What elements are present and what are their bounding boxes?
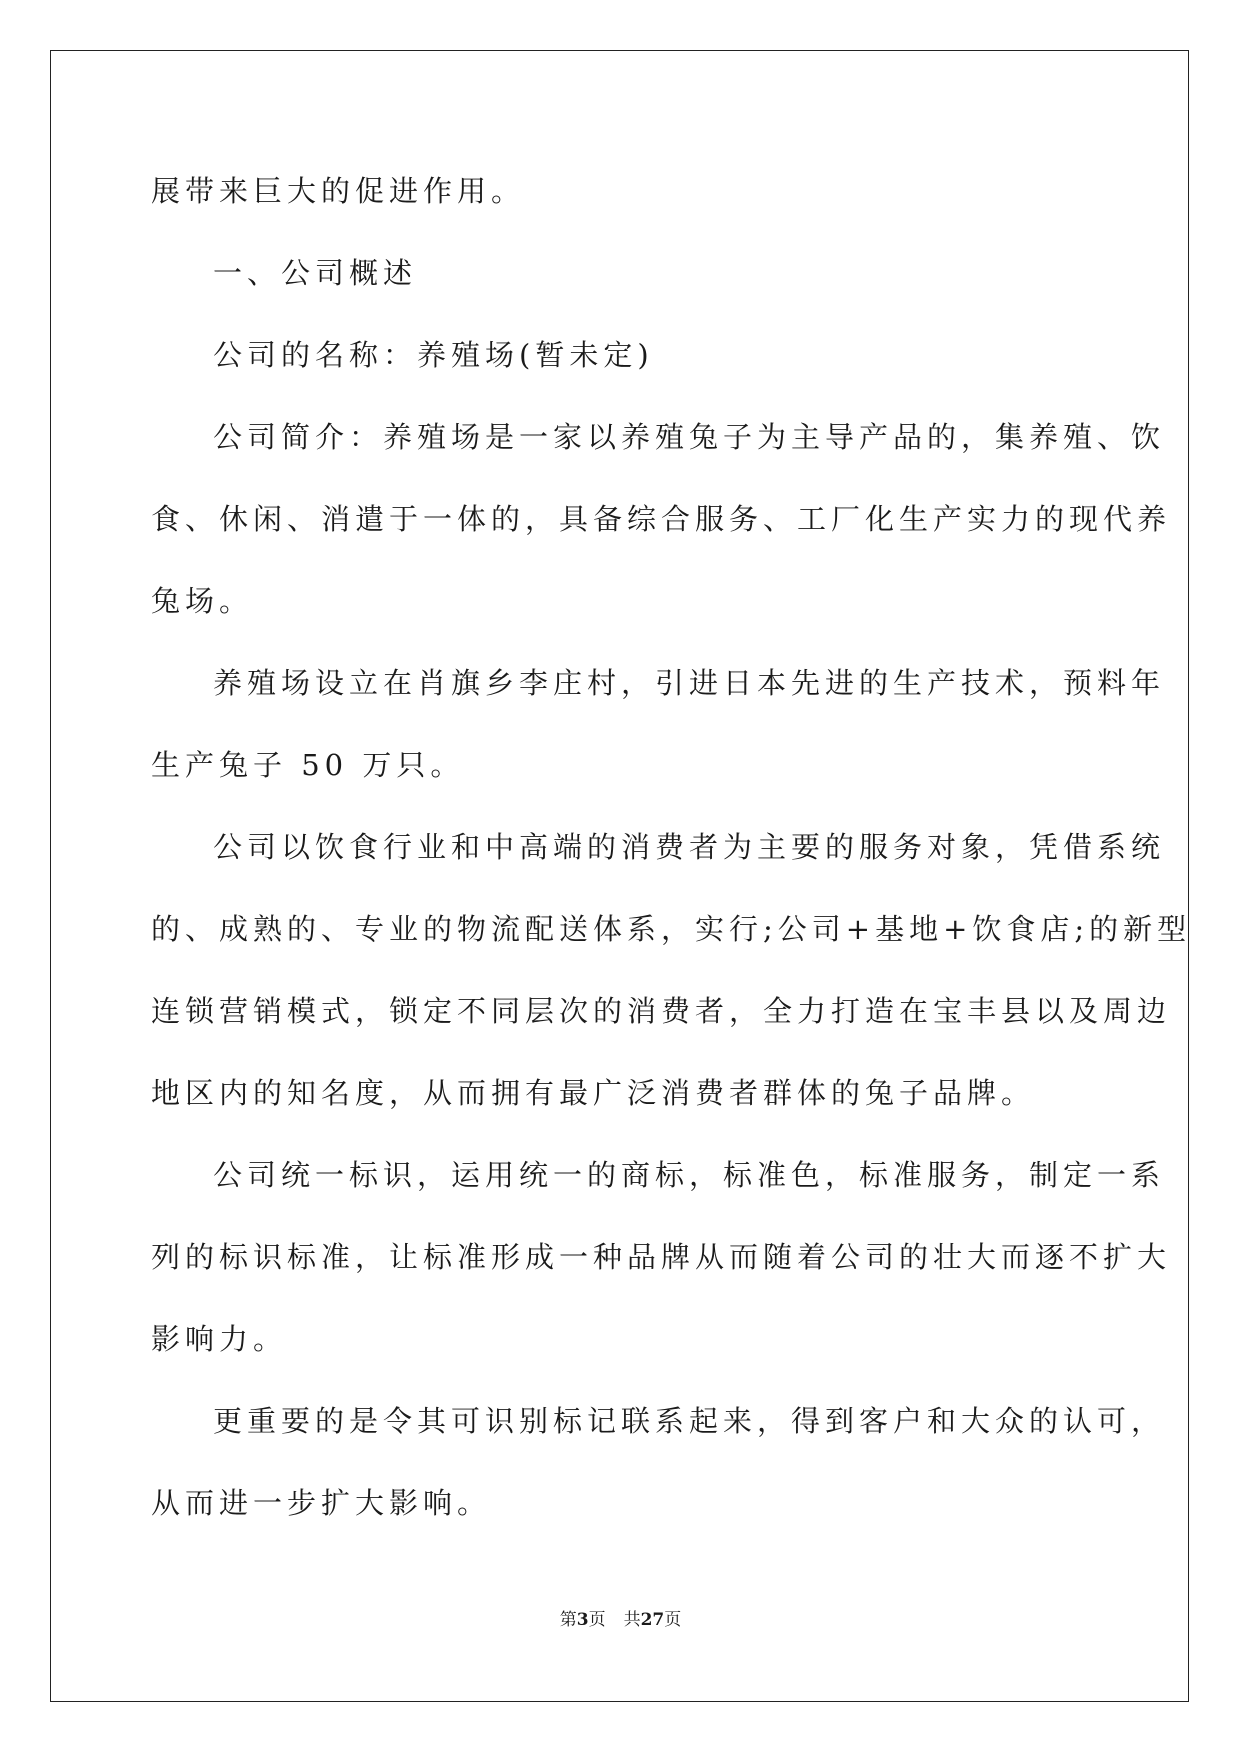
page-number-footer [0,1605,1241,1630]
text-line-12: 地区内的知名度，从而拥有最广泛消费者群体的兔子品牌。 [151,1076,1036,1110]
text-line-6: 兔场。 [151,584,254,618]
text-line-10: 的、成熟的、专业的物流配送体系，实行;公司+基地+饮食店;的新型 [151,912,1192,946]
text-line-17: 从而进一步扩大影响。 [151,1486,492,1520]
text-line-8: 生产兔子 50 万只。 [151,748,465,782]
page-suffix: 页 [588,1610,606,1630]
page-prefix: 第 [559,1610,577,1630]
text-line-4: 公司简介：养殖场是一家以养殖兔子为主导产品的，集养殖、饮 [213,420,1166,454]
total-page-count: 27 [640,1610,665,1630]
text-line-13: 公司统一标识，运用统一的商标，标准色，标准服务，制定一系 [213,1158,1166,1192]
total-suffix: 页 [664,1610,682,1630]
document-body [151,150,1192,1544]
text-line-1: 展带来巨大的促进作用。 [151,174,526,208]
section-heading-company-overview: 一、公司概述 [213,256,418,290]
text-line-14: 列的标识标准，让标准形成一种品牌从而随着公司的壮大而逐不扩大 [151,1240,1172,1274]
text-line-5: 食、休闲、消遣于一体的，具备综合服务、工厂化生产实力的现代养 [151,502,1172,536]
text-line-15: 影响力。 [151,1322,288,1356]
current-page-number: 3 [576,1610,589,1630]
text-line-11: 连锁营销模式，锁定不同层次的消费者，全力打造在宝丰县以及周边 [151,994,1172,1028]
text-line-9: 公司以饮食行业和中高端的消费者为主要的服务对象，凭借系统 [213,830,1166,864]
text-line-7: 养殖场设立在肖旗乡李庄村，引进日本先进的生产技术，预料年 [213,666,1166,700]
company-name-line: 公司的名称：养殖场(暂未定) [213,338,654,372]
text-line-16: 更重要的是令其可识别标记联系起来，得到客户和大众的认可， [213,1404,1166,1438]
total-prefix: 共 [623,1610,641,1630]
